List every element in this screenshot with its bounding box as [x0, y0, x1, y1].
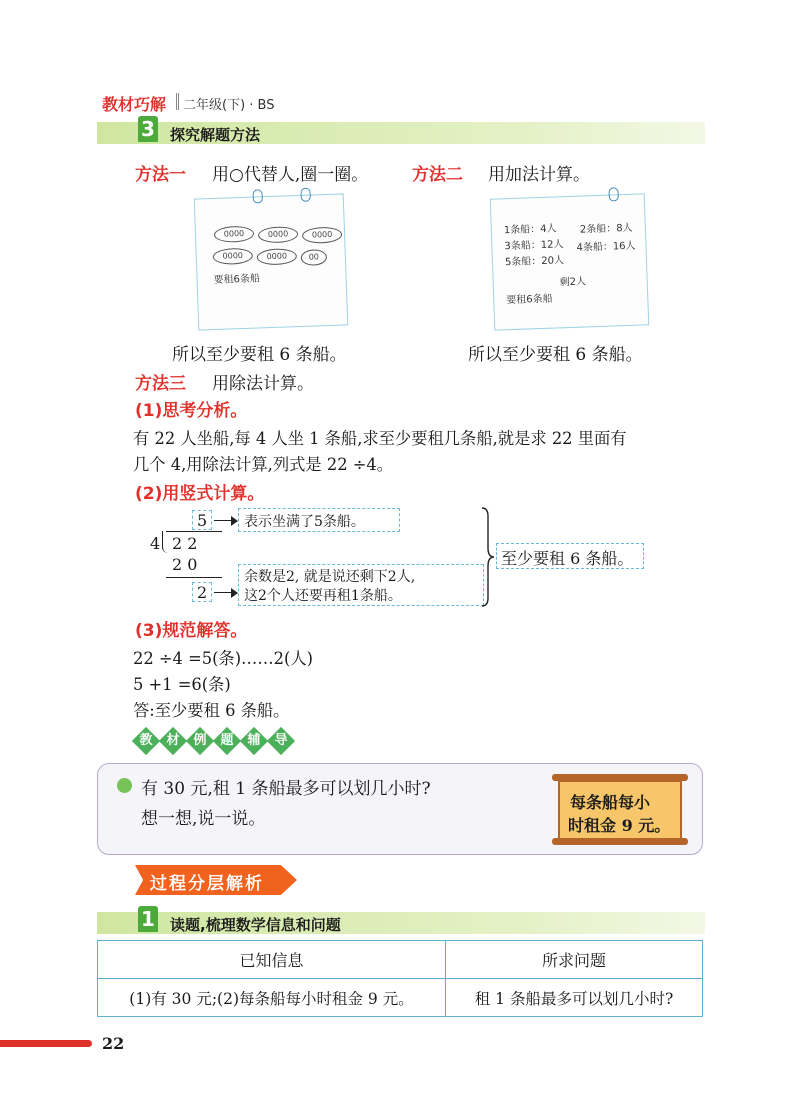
method3-text: 用除法计算。: [212, 374, 314, 394]
circle-group: 0000: [302, 227, 343, 244]
method1-conclusion: 所以至少要租 6 条船。: [172, 345, 347, 365]
process-banner-text: 过程分层解析: [150, 874, 264, 894]
page-number: 22: [102, 1034, 125, 1053]
method3-label: 方法三: [135, 374, 186, 394]
method2-line: 4条船：16人: [576, 240, 636, 254]
method1-note: 要租6条船: [213, 273, 261, 287]
method2-line: 3条船：12人: [504, 239, 564, 253]
product: 2 0: [172, 555, 198, 574]
step1-line1: 有 22 人坐船,每 4 人坐 1 条船,求至少要租几条船,就是求 22 里面有: [133, 429, 627, 448]
section-title: 探究解题方法: [170, 126, 261, 144]
equation-2: 5 +1 =6(条): [133, 675, 231, 694]
division-bar: [166, 531, 222, 532]
example-question: 有 30 元,租 1 条船最多可以划几小时?: [141, 779, 431, 799]
step1-line2: 几个 4,用除法计算,列式是 22 ÷4。: [133, 455, 394, 474]
division-conclusion: 至少要租 6 条船。: [501, 549, 634, 568]
example-banner: [135, 731, 292, 755]
method1-label: 方法一: [135, 165, 186, 185]
note-bottom-line2: 这2个人还要再租1条船。: [244, 588, 402, 604]
section-title: 读题,梳理数学信息和问题: [170, 916, 341, 934]
table-header: 所求问题: [446, 941, 703, 979]
method2-text: 用加法计算。: [488, 165, 590, 185]
method2-line: 1条船：4人: [503, 223, 557, 237]
banner-char: 例: [186, 727, 214, 755]
equation-1: 22 ÷4 =5(条)……2(人): [133, 649, 313, 668]
banner-char: 材: [159, 727, 187, 755]
info-table: [97, 940, 703, 1017]
scroll-text-1: 每条船每小: [570, 793, 651, 812]
circle-group: 00: [301, 249, 328, 266]
divisor: 4: [150, 534, 161, 553]
table-cell: 租 1 条船最多可以划几小时?: [446, 979, 703, 1017]
table-header-row: [98, 941, 703, 979]
method1-text: 用○代替人,圈一圈。: [212, 165, 369, 185]
subtraction-line: [166, 577, 222, 578]
banner-char: 辅: [240, 727, 268, 755]
table-row: [98, 979, 703, 1017]
paper-clip-icon: [608, 187, 618, 201]
paper-clip-icon: [300, 188, 310, 202]
step3-title: (3)规范解答。: [135, 621, 248, 641]
example-prompt: 想一想,说一说。: [141, 809, 266, 829]
paper-clip-icon: [252, 189, 262, 203]
banner-char: 教: [132, 727, 160, 755]
footer-red-bar: [0, 1040, 92, 1047]
note-bottom-line1: 余数是2, 就是说还剩下2人,: [244, 569, 416, 585]
header-divider: [176, 93, 179, 110]
method2-line: 剩2人: [559, 276, 587, 289]
scroll-rod-bottom: [552, 838, 688, 845]
step2-title: (2)用竖式计算。: [135, 484, 265, 504]
section-number-badge: 3: [138, 116, 158, 142]
method2-line: 2条船：8人: [579, 222, 633, 236]
section-number-badge: 1: [138, 906, 158, 932]
circle-group: 0000: [214, 226, 255, 243]
circle-group: 0000: [213, 248, 254, 265]
circle-group: 0000: [257, 248, 298, 265]
step1-title: (1)思考分析。: [135, 401, 248, 421]
header-brand: 教材巧解: [102, 95, 167, 114]
scroll-text-2: 时租金 9 元。: [568, 816, 671, 835]
quotient: 5: [197, 511, 208, 530]
dividend: 2 2: [172, 534, 198, 553]
method2-paper: [490, 193, 650, 330]
method1-paper: [194, 193, 349, 330]
banner-char: 题: [213, 727, 241, 755]
note-top: 表示坐满了5条船。: [244, 514, 365, 530]
answer: 答:至少要租 6 条船。: [133, 701, 290, 720]
method2-line: 要租6条船: [506, 293, 553, 307]
bullet-icon: [117, 778, 132, 793]
banner-char: 导: [267, 727, 295, 755]
header-grade: 二年级(下) · BS: [183, 98, 275, 113]
arrow-head: [231, 588, 238, 598]
table-cell: (1)有 30 元;(2)每条船每小时租金 9 元。: [98, 979, 446, 1017]
remainder: 2: [197, 583, 208, 602]
method2-conclusion: 所以至少要租 6 条船。: [468, 345, 643, 365]
circle-group: 0000: [258, 226, 299, 243]
method2-label: 方法二: [412, 165, 463, 185]
arrow-head: [231, 516, 238, 526]
table-header: 已知信息: [98, 941, 446, 979]
division-bracket: [162, 531, 168, 553]
method2-line: 5条船：20人: [504, 255, 565, 269]
curly-brace: [480, 506, 496, 608]
